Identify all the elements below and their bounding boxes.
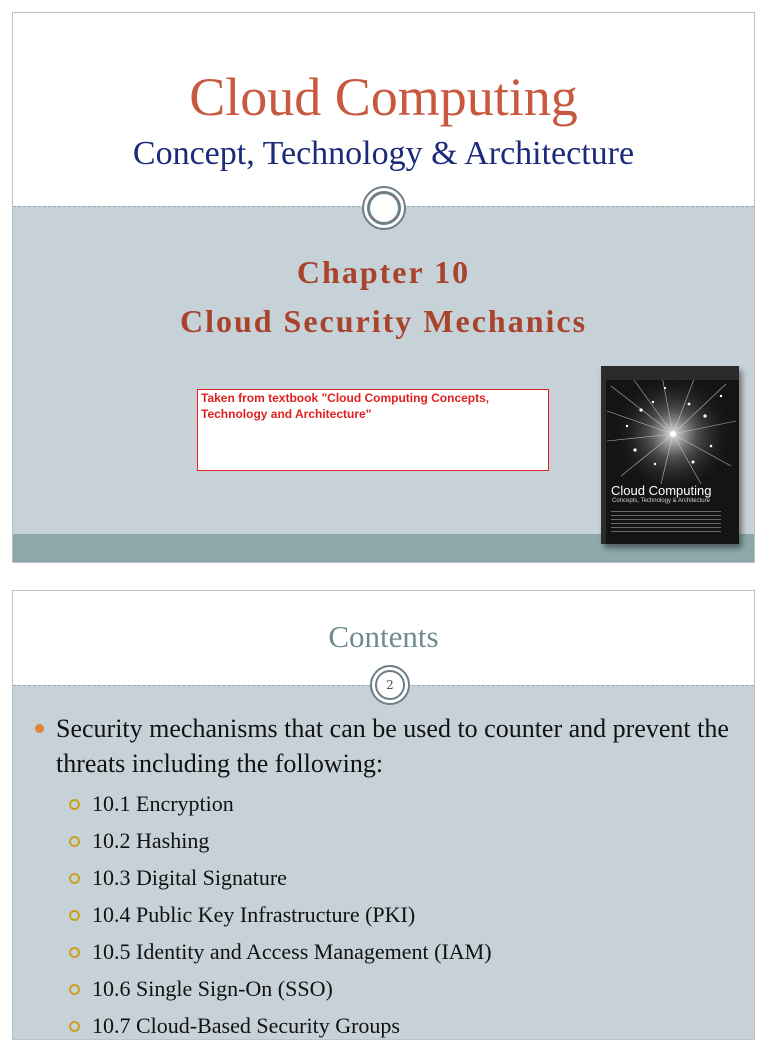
sub-item-text: 10.2 Hashing [92, 828, 210, 853]
contents-title: Contents [328, 619, 439, 654]
sub-item-text: 10.4 Public Key Infrastructure (PKI) [92, 902, 416, 927]
list-item [13, 896, 754, 933]
bullet-dot-icon [35, 724, 44, 733]
sub-list [13, 785, 754, 1044]
sub-item-text: 10.3 Digital Signature [92, 865, 287, 890]
list-item [13, 822, 754, 859]
ring-bullet-icon [69, 984, 80, 995]
ring-bullet-icon [69, 1021, 80, 1032]
subtitle: Concept, Technology & Architecture [132, 135, 635, 172]
list-item [13, 711, 754, 781]
ring-bullet-icon [69, 873, 80, 884]
book-spine [601, 366, 606, 544]
slide-number: 2 [386, 678, 394, 692]
book-top-strip [601, 366, 739, 380]
slide-number-badge [370, 665, 410, 705]
list-item [13, 933, 754, 970]
book-title: Cloud Computing [611, 483, 712, 498]
list-item [13, 1007, 754, 1044]
book-subtitle: Concepts, Technology & Architecture [612, 498, 710, 504]
sub-item-text: 10.5 Identity and Access Management (IAM) [92, 939, 492, 964]
list-item [13, 859, 754, 896]
chapter-number: Chapter 10 [296, 254, 471, 290]
bullet-text: Security mechanisms that can be used to counter and prevent the threats including the following: [56, 714, 729, 778]
ring-bullet-icon [69, 910, 80, 921]
list-item [13, 785, 754, 822]
ring-bullet-icon [69, 799, 80, 810]
book-cover-image [601, 366, 739, 544]
title-band [13, 13, 754, 206]
light-burst-icon [601, 366, 739, 486]
list-item [13, 970, 754, 1007]
book-fine-print [611, 511, 721, 535]
ring-bullet-icon [69, 836, 80, 847]
slide-contents [12, 590, 755, 1040]
sub-item-text: 10.7 Cloud-Based Security Groups [92, 1013, 400, 1038]
sub-item-text: 10.1 Encryption [92, 791, 234, 816]
sub-item-text: 10.6 Single Sign-On (SSO) [92, 976, 333, 1001]
slide-title [12, 12, 755, 563]
source-note: Taken from textbook "Cloud Computing Concepts, Technology and Architecture" [197, 389, 549, 471]
circle-ornament-icon [362, 186, 406, 230]
contents-list [13, 711, 754, 1044]
chapter-title: Cloud Security Mechanics [179, 303, 588, 339]
ring-bullet-icon [69, 947, 80, 958]
main-title: Cloud Computing [189, 67, 578, 127]
